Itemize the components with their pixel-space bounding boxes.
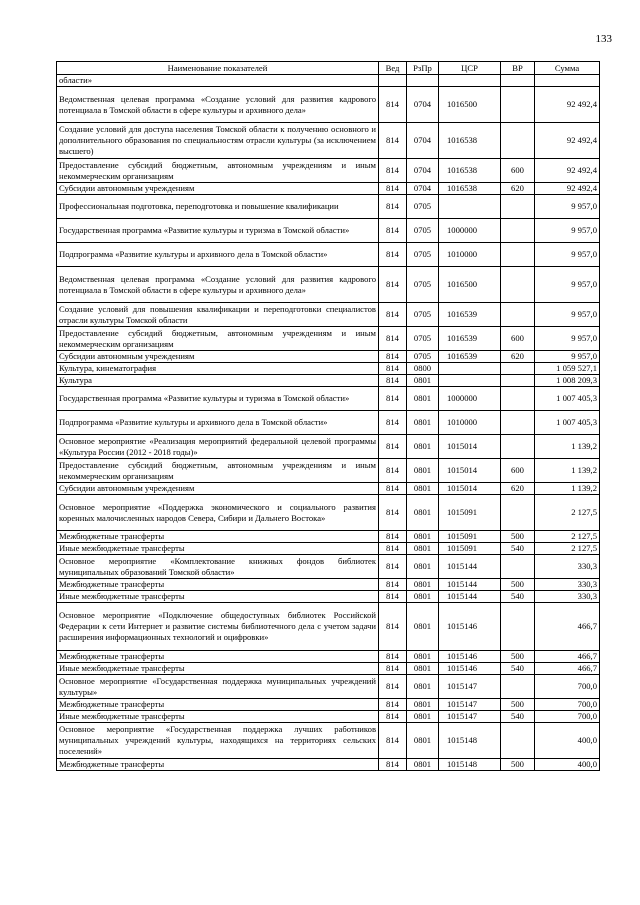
row-sum: 2 127,5 xyxy=(535,495,600,531)
row-ved: 814 xyxy=(379,555,407,579)
row-rzpr: 0705 xyxy=(407,243,439,267)
table-row xyxy=(57,87,600,123)
row-ved: 814 xyxy=(379,267,407,303)
row-rzpr: 0801 xyxy=(407,435,439,459)
row-rzpr: 0705 xyxy=(407,195,439,219)
header-vr: ВР xyxy=(501,62,535,75)
table-row xyxy=(57,183,600,195)
row-ved: 814 xyxy=(379,699,407,711)
row-ved: 814 xyxy=(379,183,407,195)
row-vr: 500 xyxy=(501,651,535,663)
table-body xyxy=(57,75,600,771)
row-name: Культура, кинематография xyxy=(57,363,379,375)
row-ved: 814 xyxy=(379,651,407,663)
row-rzpr: 0801 xyxy=(407,411,439,435)
row-sum: 700,0 xyxy=(535,699,600,711)
row-ved: 814 xyxy=(379,303,407,327)
table-row xyxy=(57,267,600,303)
row-rzpr: 0801 xyxy=(407,723,439,759)
row-name: Государственная программа «Развитие культуры и туризма в Томской области» xyxy=(57,219,379,243)
row-name: Иные межбюджетные трансферты xyxy=(57,591,379,603)
row-ved: 814 xyxy=(379,243,407,267)
row-name: Основное мероприятие «Комплектование книжных фондов библиотек муниципальных образований Томской области» xyxy=(57,555,379,579)
row-name: Государственная программа «Развитие культуры и туризма в Томской области» xyxy=(57,387,379,411)
row-csr: 1000000 xyxy=(439,219,501,243)
row-name: Межбюджетные трансферты xyxy=(57,759,379,771)
table-row xyxy=(57,543,600,555)
row-vr: 620 xyxy=(501,483,535,495)
row-csr: 1015144 xyxy=(439,591,501,603)
row-ved: 814 xyxy=(379,387,407,411)
header-rzpr: РзПр xyxy=(407,62,439,75)
row-ved: 814 xyxy=(379,675,407,699)
row-vr: 540 xyxy=(501,543,535,555)
table-row xyxy=(57,327,600,351)
row-vr xyxy=(501,375,535,387)
row-csr: 1015147 xyxy=(439,699,501,711)
table-row xyxy=(57,219,600,243)
table-row xyxy=(57,459,600,483)
row-rzpr: 0801 xyxy=(407,375,439,387)
row-csr: 1016500 xyxy=(439,87,501,123)
row-csr xyxy=(439,195,501,219)
row-sum: 2 127,5 xyxy=(535,543,600,555)
row-sum: 92 492,4 xyxy=(535,183,600,195)
row-vr: 500 xyxy=(501,579,535,591)
row-name: Межбюджетные трансферты xyxy=(57,651,379,663)
row-rzpr: 0801 xyxy=(407,699,439,711)
row-sum: 400,0 xyxy=(535,723,600,759)
row-name: Основное мероприятие «Государственная поддержка муниципальных учреждений культуры» xyxy=(57,675,379,699)
table-row xyxy=(57,699,600,711)
row-vr xyxy=(501,363,535,375)
row-vr xyxy=(501,387,535,411)
row-ved: 814 xyxy=(379,327,407,351)
row-name: Ведомственная целевая программа «Создание условий для развития кадрового потенциала в Томской области в сфере культуры и архивного дела» xyxy=(57,267,379,303)
row-rzpr: 0801 xyxy=(407,579,439,591)
row-csr: 1015147 xyxy=(439,675,501,699)
row-ved: 814 xyxy=(379,363,407,375)
row-name: Иные межбюджетные трансферты xyxy=(57,663,379,675)
row-rzpr: 0705 xyxy=(407,351,439,363)
row-rzpr: 0705 xyxy=(407,327,439,351)
row-name: Иные межбюджетные трансферты xyxy=(57,711,379,723)
row-vr xyxy=(501,603,535,651)
row-ved: 814 xyxy=(379,483,407,495)
table-row xyxy=(57,411,600,435)
table-row xyxy=(57,351,600,363)
row-vr: 600 xyxy=(501,159,535,183)
row-rzpr: 0801 xyxy=(407,483,439,495)
row-ved: 814 xyxy=(379,591,407,603)
row-rzpr: 0801 xyxy=(407,603,439,651)
row-ved: 814 xyxy=(379,123,407,159)
table-row xyxy=(57,243,600,267)
row-rzpr: 0704 xyxy=(407,159,439,183)
row-sum: 1 139,2 xyxy=(535,435,600,459)
row-rzpr: 0801 xyxy=(407,543,439,555)
table-row xyxy=(57,603,600,651)
row-csr: 1015091 xyxy=(439,543,501,555)
table-row xyxy=(57,711,600,723)
row-sum: 92 492,4 xyxy=(535,87,600,123)
table-header-row xyxy=(57,62,600,75)
row-vr: 500 xyxy=(501,759,535,771)
row-sum: 2 127,5 xyxy=(535,531,600,543)
row-sum: 330,3 xyxy=(535,579,600,591)
row-vr: 500 xyxy=(501,699,535,711)
row-rzpr: 0801 xyxy=(407,711,439,723)
row-ved: 814 xyxy=(379,531,407,543)
row-sum: 400,0 xyxy=(535,759,600,771)
row-name: Субсидии автономным учреждениям xyxy=(57,183,379,195)
row-ved: 814 xyxy=(379,759,407,771)
row-rzpr: 0801 xyxy=(407,387,439,411)
row-name: Предоставление субсидий бюджетным, автономным учреждениям и иным некоммерческим организациям xyxy=(57,327,379,351)
row-csr: 1015146 xyxy=(439,663,501,675)
header-ved: Вед xyxy=(379,62,407,75)
table-row xyxy=(57,483,600,495)
row-rzpr: 0801 xyxy=(407,759,439,771)
row-csr: 1015148 xyxy=(439,759,501,771)
row-sum: 330,3 xyxy=(535,591,600,603)
row-vr xyxy=(501,303,535,327)
header-sum: Сумма xyxy=(535,62,600,75)
row-rzpr: 0705 xyxy=(407,303,439,327)
row-name: Ведомственная целевая программа «Создание условий для развития кадрового потенциала в Томской области в сфере культуры и архивного дела» xyxy=(57,87,379,123)
row-csr: 1016500 xyxy=(439,267,501,303)
row-vr xyxy=(501,75,535,87)
row-vr xyxy=(501,555,535,579)
table-row xyxy=(57,195,600,219)
table-row xyxy=(57,651,600,663)
row-csr: 1016538 xyxy=(439,123,501,159)
row-sum: 1 007 405,3 xyxy=(535,411,600,435)
row-csr: 1010000 xyxy=(439,411,501,435)
row-vr xyxy=(501,243,535,267)
row-vr xyxy=(501,195,535,219)
row-csr: 1015014 xyxy=(439,483,501,495)
row-csr: 1015148 xyxy=(439,723,501,759)
row-vr: 540 xyxy=(501,663,535,675)
row-sum: 9 957,0 xyxy=(535,351,600,363)
row-rzpr: 0800 xyxy=(407,363,439,375)
row-name: Подпрограмма «Развитие культуры и архивного дела в Томской области» xyxy=(57,411,379,435)
row-vr: 620 xyxy=(501,183,535,195)
row-ved: 814 xyxy=(379,459,407,483)
table-row xyxy=(57,675,600,699)
row-vr xyxy=(501,411,535,435)
row-csr: 1016538 xyxy=(439,183,501,195)
row-csr: 1015144 xyxy=(439,579,501,591)
table-row xyxy=(57,363,600,375)
row-sum: 1 007 405,3 xyxy=(535,387,600,411)
row-vr xyxy=(501,219,535,243)
table-row xyxy=(57,375,600,387)
row-name: Культура xyxy=(57,375,379,387)
row-ved: 814 xyxy=(379,711,407,723)
table-row xyxy=(57,759,600,771)
row-csr: 1015146 xyxy=(439,603,501,651)
row-sum: 92 492,4 xyxy=(535,159,600,183)
header-csr: ЦСР xyxy=(439,62,501,75)
row-csr: 1016539 xyxy=(439,351,501,363)
row-ved: 814 xyxy=(379,195,407,219)
row-vr: 540 xyxy=(501,591,535,603)
row-ved: 814 xyxy=(379,435,407,459)
row-csr xyxy=(439,75,501,87)
row-sum: 466,7 xyxy=(535,663,600,675)
row-csr: 1000000 xyxy=(439,387,501,411)
table-row xyxy=(57,495,600,531)
row-ved: 814 xyxy=(379,663,407,675)
budget-table xyxy=(56,61,600,771)
row-name: Основное мероприятие «Реализация мероприятий федеральной целевой программы «Культура России (2012 - 2018 годы)» xyxy=(57,435,379,459)
row-ved: 814 xyxy=(379,411,407,435)
table-row xyxy=(57,303,600,327)
table-row xyxy=(57,75,600,87)
row-ved: 814 xyxy=(379,219,407,243)
row-sum: 466,7 xyxy=(535,603,600,651)
row-csr: 1016538 xyxy=(439,159,501,183)
row-name: Основное мероприятие «Поддержка экономического и социального развития коренных малочисленных народов Севера, Сибири и Дальнего Востока» xyxy=(57,495,379,531)
row-name: Предоставление субсидий бюджетным, автономным учреждениям и иным некоммерческим организациям xyxy=(57,459,379,483)
row-sum: 1 008 209,3 xyxy=(535,375,600,387)
row-vr: 620 xyxy=(501,351,535,363)
row-rzpr: 0704 xyxy=(407,183,439,195)
row-name: Субсидии автономным учреждениям xyxy=(57,351,379,363)
row-sum: 9 957,0 xyxy=(535,303,600,327)
table-row xyxy=(57,531,600,543)
row-name: области» xyxy=(57,75,379,87)
row-vr xyxy=(501,435,535,459)
row-csr: 1015091 xyxy=(439,531,501,543)
row-ved: 814 xyxy=(379,375,407,387)
row-csr: 1015147 xyxy=(439,711,501,723)
table-row xyxy=(57,591,600,603)
row-vr xyxy=(501,723,535,759)
row-csr xyxy=(439,375,501,387)
row-ved: 814 xyxy=(379,87,407,123)
row-vr xyxy=(501,123,535,159)
row-vr: 600 xyxy=(501,327,535,351)
row-csr: 1015091 xyxy=(439,495,501,531)
row-rzpr: 0801 xyxy=(407,651,439,663)
page-number: 133 xyxy=(595,33,612,45)
row-sum: 1 139,2 xyxy=(535,483,600,495)
table-row xyxy=(57,723,600,759)
row-sum xyxy=(535,75,600,87)
row-sum: 9 957,0 xyxy=(535,267,600,303)
row-vr: 600 xyxy=(501,459,535,483)
table-row xyxy=(57,387,600,411)
row-csr: 1010000 xyxy=(439,243,501,267)
row-csr: 1015144 xyxy=(439,555,501,579)
row-name: Подпрограмма «Развитие культуры и архивного дела в Томской области» xyxy=(57,243,379,267)
row-vr xyxy=(501,495,535,531)
row-ved: 814 xyxy=(379,603,407,651)
row-vr xyxy=(501,87,535,123)
row-name: Создание условий для доступа населения Томской области к получению основного и дополнительного образования по специальностям отрасли культуры (за исключением высшего) xyxy=(57,123,379,159)
row-rzpr: 0801 xyxy=(407,531,439,543)
row-csr xyxy=(439,363,501,375)
row-ved: 814 xyxy=(379,495,407,531)
row-ved: 814 xyxy=(379,543,407,555)
row-csr: 1015146 xyxy=(439,651,501,663)
row-csr: 1015014 xyxy=(439,435,501,459)
row-sum: 700,0 xyxy=(535,711,600,723)
row-ved: 814 xyxy=(379,159,407,183)
row-rzpr: 0801 xyxy=(407,591,439,603)
row-ved: 814 xyxy=(379,723,407,759)
table-row xyxy=(57,555,600,579)
table-row xyxy=(57,123,600,159)
table-row xyxy=(57,435,600,459)
row-vr: 540 xyxy=(501,711,535,723)
row-name: Профессиональная подготовка, переподготовка и повышение квалификации xyxy=(57,195,379,219)
row-sum: 1 059 527,1 xyxy=(535,363,600,375)
row-rzpr: 0704 xyxy=(407,87,439,123)
row-sum: 9 957,0 xyxy=(535,243,600,267)
row-name: Межбюджетные трансферты xyxy=(57,579,379,591)
row-sum: 330,3 xyxy=(535,555,600,579)
row-rzpr: 0705 xyxy=(407,219,439,243)
row-rzpr: 0704 xyxy=(407,123,439,159)
row-vr: 500 xyxy=(501,531,535,543)
row-name: Основное мероприятие «Государственная поддержка лучших работников муниципальных учреждений культуры, находящихся на территориях сельских поселений» xyxy=(57,723,379,759)
row-name: Межбюджетные трансферты xyxy=(57,531,379,543)
row-csr: 1015014 xyxy=(439,459,501,483)
row-sum: 700,0 xyxy=(535,675,600,699)
header-name: Наименование показателей xyxy=(57,62,379,75)
row-sum: 92 492,4 xyxy=(535,123,600,159)
row-rzpr: 0801 xyxy=(407,663,439,675)
row-name: Иные межбюджетные трансферты xyxy=(57,543,379,555)
row-rzpr xyxy=(407,75,439,87)
row-rzpr: 0705 xyxy=(407,267,439,303)
row-sum: 9 957,0 xyxy=(535,219,600,243)
row-ved: 814 xyxy=(379,351,407,363)
row-sum: 9 957,0 xyxy=(535,195,600,219)
row-sum: 1 139,2 xyxy=(535,459,600,483)
table-row xyxy=(57,159,600,183)
table-row xyxy=(57,663,600,675)
row-name: Субсидии автономным учреждениям xyxy=(57,483,379,495)
row-name: Межбюджетные трансферты xyxy=(57,699,379,711)
row-sum: 9 957,0 xyxy=(535,327,600,351)
row-name: Предоставление субсидий бюджетным, автономным учреждениям и иным некоммерческим организациям xyxy=(57,159,379,183)
row-ved xyxy=(379,75,407,87)
row-rzpr: 0801 xyxy=(407,495,439,531)
row-csr: 1016539 xyxy=(439,327,501,351)
row-vr xyxy=(501,675,535,699)
row-rzpr: 0801 xyxy=(407,459,439,483)
table-row xyxy=(57,579,600,591)
row-name: Создание условий для повышения квалификации и переподготовки специалистов отрасли культуры Томской области xyxy=(57,303,379,327)
row-sum: 466,7 xyxy=(535,651,600,663)
row-ved: 814 xyxy=(379,579,407,591)
row-csr: 1016539 xyxy=(439,303,501,327)
row-vr xyxy=(501,267,535,303)
row-rzpr: 0801 xyxy=(407,675,439,699)
row-name: Основное мероприятие «Подключение общедоступных библиотек Российской Федерации к сети Интернет и развитие системы библиотечного дела с учетом задачи расширения информационных технологий и оцифровки» xyxy=(57,603,379,651)
row-rzpr: 0801 xyxy=(407,555,439,579)
